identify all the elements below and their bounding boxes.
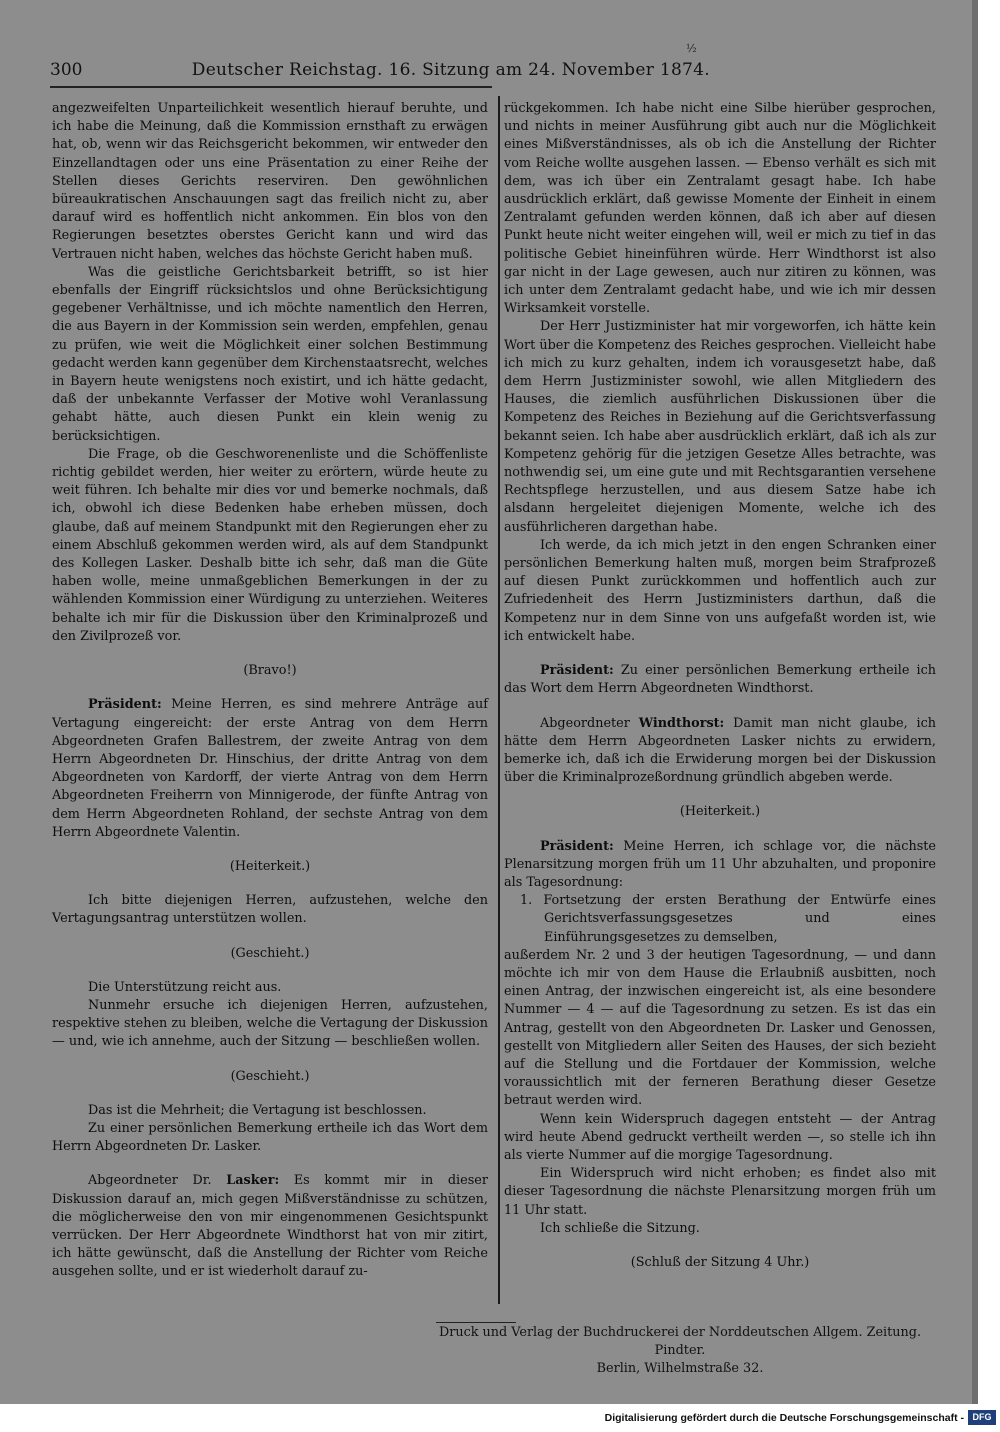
- page-edge: [972, 0, 1000, 1404]
- paragraph-text: Ein Widerspruch wird nicht erhoben; es findet also mit dieser Tagesordnung die nächste Plenarsitzung morgen früh um 11 Uhr statt.: [504, 1166, 936, 1218]
- paragraph-text: (Bravo!): [243, 663, 297, 679]
- paragraph: [504, 947, 936, 1111]
- stage-direction: [504, 1254, 936, 1272]
- paragraph-text: (Geschieht.): [230, 945, 310, 961]
- running-title: Deutscher Reichstag. 16. Sitzung am 24. November 1874.: [191, 60, 710, 80]
- paragraph-text: Die Frage, ob die Geschworenenliste und die Schöffenliste richtig gebildet werden, hier weiter zu erörtern, würde heute zu weit führen. Ich behalte mir dies vor und bemerke nochmals, daß ich, obwohl ich diese Bedenken habe erheben müssen, doch glaube, daß auf meinem Standpunkt mit den Regierungen eher zu einem Abschluß gekommen werden wird, als auf dem Standpunkt des Kollegen Lasker. Deshalb bitte ich sehr, daß man die Güte haben wolle, meine unmaßgeblichen Bemerkungen in der zu wählenden Kommission einer Würdigung zu unterziehen. Weiteres behalte ich mir für die Diskussion über den Kriminalprozeß und den Zivilprozeß vor.: [52, 446, 488, 644]
- speaker-name: Lasker:: [226, 1173, 280, 1189]
- paragraph: [504, 715, 936, 788]
- imprint-rule: [436, 1322, 516, 1323]
- paragraph-text: Der Herr Justizminister hat mir vorgeworfen, ich hätte kein Wort über die Kompetenz des Reiches gesprochen. Vielleicht habe ich mich zu kurz gehalten, indem ich vorausgesetzt habe, daß dem Herrn Justizminister sowohl, wie allen Mitgliedern des Hauses, die ziemlich ausführlichen Diskussionen über die Kompetenz des Reiches in Beziehung auf die Gerichtsverfassung bekannt seien. Ich habe aber ausdrücklich erklärt, daß ich als zur Kompetenz gehörig für die jetzigen Gesetze Alles betrachte, was nothwendig sei, um eine gute und mit Rechtsgarantien versehene Rechtspflege herzustellen, und aus diesem Satze habe ich alsdann hergeleitet diejenigen Momente, welche ich des ausführlicheren dargethan habe.: [504, 319, 936, 535]
- paragraph: [504, 537, 936, 646]
- speaker-name: Windthorst:: [638, 715, 725, 731]
- header-rule: [50, 86, 492, 88]
- paragraph-text: Ich schließe die Sitzung.: [540, 1220, 700, 1236]
- stage-direction: [52, 1068, 488, 1086]
- paragraph-text: Zu einer persönlichen Bemerkung ertheile ich das Wort dem Herrn Abgeordneten Windthorst.: [504, 663, 936, 697]
- edge-strip: [972, 0, 978, 1404]
- imprint-line-1: Druck und Verlag der Buchdruckerei der Norddeutschen Allgem. Zeitung. Pindter.: [438, 1325, 922, 1358]
- paragraph: [504, 662, 936, 698]
- speaker-prefix: Abgeordneter Dr.: [88, 1173, 227, 1189]
- paragraph-text: Damit man nicht glaube, ich hätte dem Herrn Abgeordneten Lasker nichts zu erwidern, bemerke ich, daß ich die Erwiderung morgen bei der Diskussion über die Kriminalprozeßordnung gründlich abgeben werde.: [504, 715, 936, 786]
- paragraph: [52, 1172, 488, 1281]
- paragraph: [504, 1111, 936, 1166]
- paragraph-text: (Heiterkeit.): [229, 858, 311, 874]
- paragraph-text: Meine Herren, es sind mehrere Anträge auf Vertagung eingereicht: der erste Antrag von dem Herrn Abgeordneten Grafen Ballestrem, der zweite Antrag von dem Herrn Abgeordneten Dr. Hinschius, der dritte Antrag von dem Abgeordneten von Kardorff, der vierte Antrag von dem Herrn Abgeordneten Freiherrn von Minnigerode, der fünfte Antrag von dem Herrn Abgeordneten Rohland, der sechste Antrag von dem Herrn Abgeordnete Valentin.: [52, 697, 488, 840]
- speaker-name: Präsident:: [88, 697, 162, 713]
- paragraph-text: Was die geistliche Gerichtsbarkeit betrifft, so ist hier ebenfalls der Eingriff rücksichtslos und ohne Berücksichtigung gegebener Verhältnisse, und ich möchte namentlich den Herren, die aus Bayern in der Kommission sein werden, empfehlen, genau zu prüfen, wie weit die Möglichkeit einer solchen Bestimmung gedacht werden kann gegenüber dem Kirchenstaatsrecht, welches in Bayern heute wenigstens noch existirt, und ich hätte gedacht, daß der unbekannte Verfasser der Motive wohl Veranlassung gehabt hätte, auch diesen Punkt ein klein wenig zu berücksichtigen.: [52, 264, 488, 444]
- paragraph: [504, 318, 936, 536]
- imprint-line-2: Berlin, Wilhelmstraße 32.: [596, 1361, 764, 1376]
- stage-direction: [504, 803, 936, 821]
- paragraph-text: Ich bitte diejenigen Herren, aufzustehen, welche den Vertagungsantrag unterstützen wollen.: [52, 893, 488, 927]
- paragraph: [52, 1120, 488, 1156]
- paragraph: [52, 979, 488, 997]
- paragraph: [52, 1102, 488, 1120]
- speaker-name: Präsident:: [540, 838, 614, 854]
- funding-credit: Digitalisierung gefördert durch die Deutsche Forschungsgemeinschaft -: [604, 1412, 964, 1424]
- paragraph: [52, 446, 488, 646]
- paragraph-text: Nunmehr ersuche ich diejenigen Herren, aufzustehen, respektive stehen zu bleiben, welche die Vertagung der Diskussion — und, wie ich annehme, auch der Sitzung — beschließen wollen.: [52, 997, 488, 1050]
- paragraph-text: rückgekommen. Ich habe nicht eine Silbe hierüber gesprochen, und nichts in meiner Ausführung gibt auch nur die Möglichkeit eines Mißverständnisses, als ob ich die Anstellung der Richter vom Reiche wollte ausgehen lassen. — Ebenso verhält es sich mit dem, was ich über ein Zentralamt gesagt habe. Ich habe ausdrücklich erklärt, daß gewisse Momente der Einheit in einem Zentralamt gefunden werden können, daß ich aber auf diesen Punkt heute nicht weiter eingehen will, weil er mich zu tief in das politische Gebiet hineinführen würde. Herr Windthorst ist also gar nicht in der Lage gewesen, auch nur zitiren zu können, was ich unter dem Zentralamt gedacht habe, und wie ich mir dessen Wirksamkeit vorstelle.: [504, 101, 936, 317]
- paragraph-text: Es kommt mir in dieser Diskussion darauf an, mich gegen Mißverständnisse zu schützen, die möglicherweise den von mir eingenommenen Gesichtspunkt verrücken. Der Herr Abgeordnete Windthorst hat von mir zitirt, ich hätte gewünscht, daß die Anstellung der Richter vom Reiche ausgehen sollte, und er ist wiederholt darauf zu-: [52, 1173, 488, 1280]
- running-header: [50, 60, 710, 84]
- stage-direction: [52, 858, 488, 876]
- paragraph: [52, 100, 488, 264]
- paragraph: [52, 997, 488, 1052]
- stage-direction: [52, 945, 488, 963]
- dfg-logo: DFG: [968, 1410, 996, 1425]
- paragraph: [52, 264, 488, 446]
- paragraph-text: Wenn kein Widerspruch dagegen entsteht — der Antrag wird heute Abend gedruckt vertheilt werden —, so stelle ich ihn als vierte Nummer auf die morgige Tagesordnung.: [504, 1111, 936, 1163]
- paragraph-text: (Geschieht.): [230, 1068, 310, 1084]
- paragraph-text: 1. Fortsetzung der ersten Berathung der Entwürfe eines Gerichtsverfassungsgesetzes und eines Einführungsgesetzes zu demselben,: [520, 893, 936, 945]
- printer-imprint: [420, 1324, 940, 1378]
- speaker-prefix: Abgeordneter: [540, 715, 639, 731]
- speaker-name: Präsident:: [540, 663, 614, 679]
- paragraph: [504, 1165, 936, 1220]
- paragraph-text: Das ist die Mehrheit; die Vertagung ist beschlossen.: [88, 1102, 427, 1118]
- right-column: [504, 100, 936, 1288]
- margin-mark: ½: [686, 42, 697, 55]
- paragraph-text: (Schluß der Sitzung 4 Uhr.): [630, 1254, 810, 1270]
- paragraph: [52, 892, 488, 928]
- left-column: [52, 100, 488, 1282]
- paragraph: [504, 838, 936, 893]
- paragraph: [504, 1220, 936, 1238]
- paragraph: [52, 696, 488, 842]
- agenda-item: [520, 892, 936, 947]
- paragraph-text: Zu einer persönlichen Bemerkung ertheile ich das Wort dem Herrn Abgeordneten Dr. Lasker.: [52, 1120, 488, 1155]
- paragraph: [504, 100, 936, 318]
- stage-direction: [52, 662, 488, 680]
- column-separator: [498, 96, 500, 1304]
- paragraph-text: außerdem Nr. 2 und 3 der heutigen Tagesordnung, — und dann möchte ich mir von dem Hause die Erlaubniß ausbitten, noch einen Antrag, der inzwischen eingereicht ist, als eine besondere Nummer — 4 — auf die Tagesordnung zu setzen. Es ist das ein Antrag, gestellt von den Abgeordneten Dr. Lasker und Genossen, gestellt von Mitgliedern aller Seiten des Hauses, der sich bezieht auf die Stellung und die Fortdauer der Kommission, welche voraussichtlich mit der ferneren Berathung dieser Gesetze betraut werden wird.: [504, 947, 936, 1109]
- paragraph-text: Ich werde, da ich mich jetzt in den engen Schranken einer persönlichen Bemerkung halten muß, morgen beim Strafprozeß auf diesen Punkt zurückkommen und hoffentlich auch zur Zufriedenheit des Herrn Justizministers darthun, daß die Kompetenz nur in dem Sinne von uns aufgefaßt worden ist, wie ich entwickelt habe.: [504, 537, 936, 644]
- digitization-footer: [0, 1404, 1000, 1432]
- paragraph-text: (Heiterkeit.): [679, 804, 761, 820]
- paragraph-text: Meine Herren, ich schlage vor, die nächste Plenarsitzung morgen früh um 11 Uhr abzuhalten, und proponire als Tagesordnung:: [504, 838, 936, 890]
- paragraph-text: Die Unterstützung reicht aus.: [88, 979, 282, 995]
- paragraph-text: angezweifelten Unparteilichkeit wesentlich hierauf beruhte, und ich habe die Meinung, daß die Kommission ernsthaft zu erwägen hat, ob, wenn wir das Reichsgericht bekommen, wir entweder den Einzellandtagen oder uns eine Präsentation zu einer Reihe der Stellen dieses Gerichts reserviren. Den gewöhnlichen büreaukratischen Anschauungen sagt das freilich nicht zu, aber darauf wird es hoffentlich nicht ankommen. Ein blos von den Regierungen besetztes oberstes Gericht kann und wird das Vertrauen nicht haben, welches das höchste Gericht haben muß.: [52, 101, 488, 262]
- page-number: 300: [50, 60, 83, 80]
